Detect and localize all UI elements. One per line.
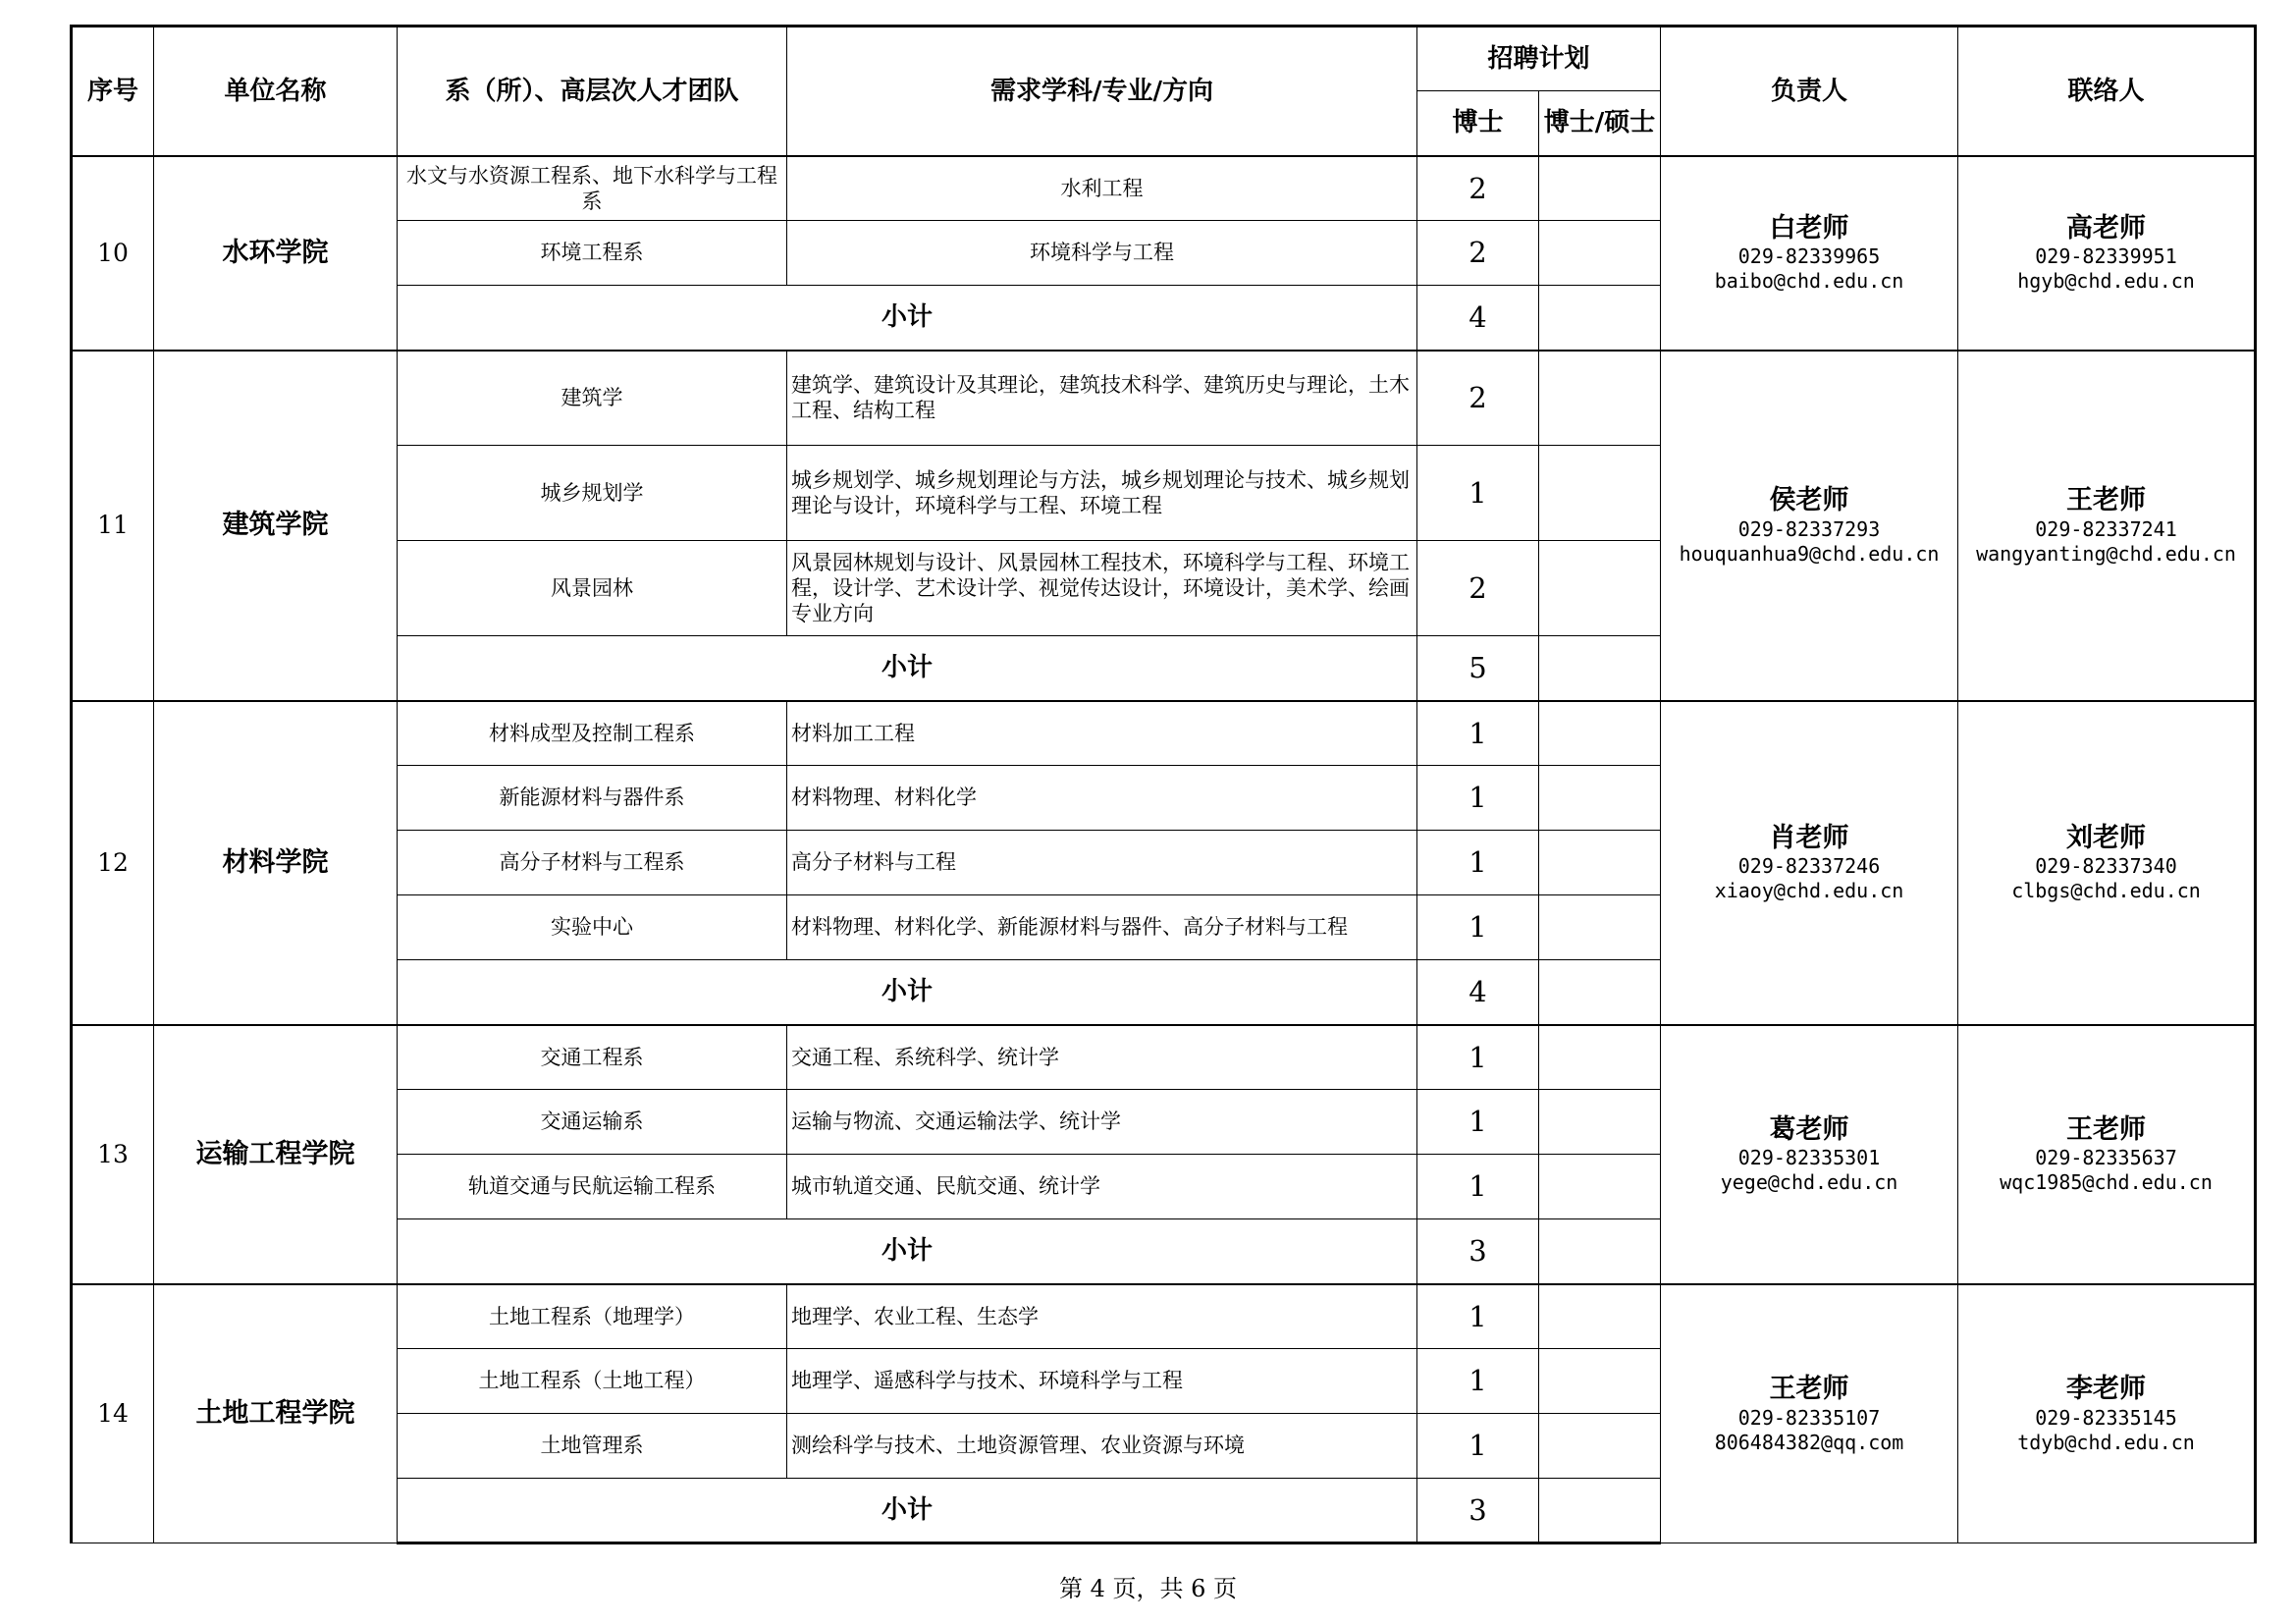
phd-master-count: [1539, 831, 1661, 895]
phd-count: 1: [1417, 1025, 1539, 1090]
dept-cell: 交通运输系: [398, 1090, 787, 1155]
liaison-contact: [1958, 1284, 2256, 1543]
discipline-cell: 交通工程、系统科学、统计学: [787, 1025, 1417, 1090]
director-email: yege@chd.edu.cn: [1720, 1170, 1898, 1195]
seq-cell: 12: [72, 701, 154, 1025]
dept-cell: 建筑学: [398, 351, 787, 446]
dept-cell: 新能源材料与器件系: [398, 766, 787, 831]
unit-name: 运输工程学院: [154, 1025, 398, 1284]
seq-cell: 10: [72, 156, 154, 351]
subtotal-phd-master: [1539, 636, 1661, 701]
director-contact: [1661, 1284, 1958, 1543]
discipline-cell: 水利工程: [787, 156, 1417, 221]
dept-cell: 轨道交通与民航运输工程系: [398, 1155, 787, 1219]
phd-master-count: [1539, 541, 1661, 636]
phd-master-count: [1539, 701, 1661, 766]
header-unit: 单位名称: [154, 27, 398, 156]
header-plan: 招聘计划: [1417, 27, 1661, 91]
liaison-name: 王老师: [2066, 485, 2147, 516]
phd-master-count: [1539, 1155, 1661, 1219]
dept-cell: 风景园林: [398, 541, 787, 636]
phd-master-count: [1539, 156, 1661, 221]
dept-cell: 交通工程系: [398, 1025, 787, 1090]
liaison-phone: 029-82335637: [2035, 1146, 2177, 1170]
dept-cell: 水文与水资源工程系、地下水科学与工程系: [398, 156, 787, 221]
discipline-cell: 地理学、农业工程、生态学: [787, 1284, 1417, 1349]
liaison-contact: [1958, 156, 2256, 351]
dept-cell: 高分子材料与工程系: [398, 831, 787, 895]
subtotal-label: 小计: [398, 1219, 1417, 1284]
liaison-name: 刘老师: [2066, 822, 2147, 853]
discipline-cell: 材料加工工程: [787, 701, 1417, 766]
dept-cell: 城乡规划学: [398, 446, 787, 541]
subtotal-label: 小计: [398, 636, 1417, 701]
director-name: 侯老师: [1769, 485, 1849, 516]
phd-count: 1: [1417, 766, 1539, 831]
unit-name: 材料学院: [154, 701, 398, 1025]
subtotal-phd: 4: [1417, 286, 1539, 351]
discipline-cell: 风景园林规划与设计、风景园林工程技术，环境科学与工程、环境工程，设计学、艺术设计学、视觉传达设计，环境设计，美术学、绘画专业方向: [787, 541, 1417, 636]
phd-master-count: [1539, 895, 1661, 960]
phd-count: 1: [1417, 1090, 1539, 1155]
phd-master-count: [1539, 351, 1661, 446]
dept-cell: 土地管理系: [398, 1414, 787, 1479]
director-email: houquanhua9@chd.edu.cn: [1679, 541, 1940, 566]
subtotal-label: 小计: [398, 286, 1417, 351]
phd-count: 2: [1417, 156, 1539, 221]
phd-count: 1: [1417, 895, 1539, 960]
liaison-contact: [1958, 351, 2256, 701]
header-phd: 博士: [1417, 91, 1539, 156]
director-name: 王老师: [1769, 1373, 1849, 1404]
unit-name: 土地工程学院: [154, 1284, 398, 1543]
phd-master-count: [1539, 1025, 1661, 1090]
subtotal-phd: 5: [1417, 636, 1539, 701]
header-discipline: 需求学科/专业/方向: [787, 27, 1417, 156]
director-name: 葛老师: [1769, 1113, 1849, 1145]
director-phone: 029-82335301: [1737, 1146, 1881, 1170]
director-phone: 029-82335107: [1737, 1405, 1881, 1430]
unit-name: 建筑学院: [154, 351, 398, 701]
phd-count: 1: [1417, 831, 1539, 895]
liaison-phone: 029-82339951: [2035, 244, 2177, 269]
header-liaison: 联络人: [1958, 27, 2256, 156]
subtotal-phd-master: [1539, 960, 1661, 1025]
director-name: 肖老师: [1769, 822, 1849, 853]
discipline-cell: 建筑学、建筑设计及其理论，建筑技术科学、建筑历史与理论，土木工程、结构工程: [787, 351, 1417, 446]
subtotal-phd-master: [1539, 286, 1661, 351]
liaison-email: wqc1985@chd.edu.cn: [2000, 1170, 2213, 1195]
liaison-contact: [1958, 1025, 2256, 1284]
subtotal-label: 小计: [398, 960, 1417, 1025]
discipline-cell: 高分子材料与工程: [787, 831, 1417, 895]
phd-count: 1: [1417, 1155, 1539, 1219]
liaison-email: tdyb@chd.edu.cn: [2017, 1430, 2195, 1454]
subtotal-phd: 4: [1417, 960, 1539, 1025]
page-footer: 第 4 页，共 6 页: [1058, 1575, 1238, 1602]
dept-cell: 土地工程系（地理学）: [398, 1284, 787, 1349]
liaison-name: 李老师: [2066, 1373, 2147, 1404]
phd-count: 1: [1417, 1414, 1539, 1479]
phd-master-count: [1539, 221, 1661, 286]
discipline-cell: 城乡规划学、城乡规划理论与方法，城乡规划理论与技术、城乡规划理论与设计，环境科学与工程、环境工程: [787, 446, 1417, 541]
phd-count: 1: [1417, 701, 1539, 766]
seq-cell: 14: [72, 1284, 154, 1543]
seq-cell: 11: [72, 351, 154, 701]
director-email: xiaoy@chd.edu.cn: [1714, 879, 1904, 903]
dept-cell: 材料成型及控制工程系: [398, 701, 787, 766]
director-phone: 029-82339965: [1737, 244, 1881, 269]
discipline-cell: 材料物理、材料化学、新能源材料与器件、高分子材料与工程: [787, 895, 1417, 960]
director-email: baibo@chd.edu.cn: [1714, 269, 1904, 294]
liaison-phone: 029-82335145: [2035, 1405, 2177, 1430]
phd-count: 2: [1417, 541, 1539, 636]
director-name: 白老师: [1769, 212, 1849, 244]
seq-cell: 13: [72, 1025, 154, 1284]
header-phd-master: 博士/硕士: [1539, 91, 1661, 156]
director-contact: [1661, 1025, 1958, 1284]
phd-master-count: [1539, 1284, 1661, 1349]
liaison-email: clbgs@chd.edu.cn: [2011, 879, 2201, 903]
recruitment-table: [70, 25, 2257, 1544]
phd-count: 2: [1417, 351, 1539, 446]
discipline-cell: 材料物理、材料化学: [787, 766, 1417, 831]
liaison-contact: [1958, 701, 2256, 1025]
phd-count: 2: [1417, 221, 1539, 286]
subtotal-phd: 3: [1417, 1219, 1539, 1284]
header-dept: 系（所）、高层次人才团队: [398, 27, 787, 156]
liaison-email: hgyb@chd.edu.cn: [2017, 269, 2195, 294]
director-email: 806484382@qq.com: [1714, 1430, 1904, 1454]
table-row: [72, 701, 2256, 766]
phd-master-count: [1539, 1090, 1661, 1155]
subtotal-phd-master: [1539, 1219, 1661, 1284]
discipline-cell: 测绘科学与技术、土地资源管理、农业资源与环境: [787, 1414, 1417, 1479]
subtotal-label: 小计: [398, 1479, 1417, 1543]
phd-master-count: [1539, 446, 1661, 541]
table-row: [72, 351, 2256, 446]
phd-master-count: [1539, 766, 1661, 831]
director-phone: 029-82337246: [1737, 854, 1881, 879]
dept-cell: 环境工程系: [398, 221, 787, 286]
liaison-phone: 029-82337241: [2035, 516, 2177, 541]
discipline-cell: 地理学、遥感科学与技术、环境科学与工程: [787, 1349, 1417, 1414]
liaison-email: wangyanting@chd.edu.cn: [1976, 541, 2236, 566]
table-row: [72, 156, 2256, 221]
phd-master-count: [1539, 1349, 1661, 1414]
director-contact: [1661, 701, 1958, 1025]
liaison-name: 高老师: [2066, 212, 2147, 244]
phd-count: 1: [1417, 446, 1539, 541]
unit-name: 水环学院: [154, 156, 398, 351]
phd-count: 1: [1417, 1284, 1539, 1349]
discipline-cell: 城市轨道交通、民航交通、统计学: [787, 1155, 1417, 1219]
header-seq: 序号: [72, 27, 154, 156]
dept-cell: 实验中心: [398, 895, 787, 960]
phd-master-count: [1539, 1414, 1661, 1479]
discipline-cell: 运输与物流、交通运输法学、统计学: [787, 1090, 1417, 1155]
subtotal-phd-master: [1539, 1479, 1661, 1543]
director-contact: [1661, 351, 1958, 701]
discipline-cell: 环境科学与工程: [787, 221, 1417, 286]
director-contact: [1661, 156, 1958, 351]
dept-cell: 土地工程系（土地工程）: [398, 1349, 787, 1414]
director-phone: 029-82337293: [1737, 516, 1881, 541]
subtotal-phd: 3: [1417, 1479, 1539, 1543]
liaison-phone: 029-82337340: [2035, 854, 2177, 879]
header-director: 负责人: [1661, 27, 1958, 156]
liaison-name: 王老师: [2066, 1113, 2147, 1145]
phd-count: 1: [1417, 1349, 1539, 1414]
table-row: [72, 1025, 2256, 1090]
table-row: [72, 1284, 2256, 1349]
